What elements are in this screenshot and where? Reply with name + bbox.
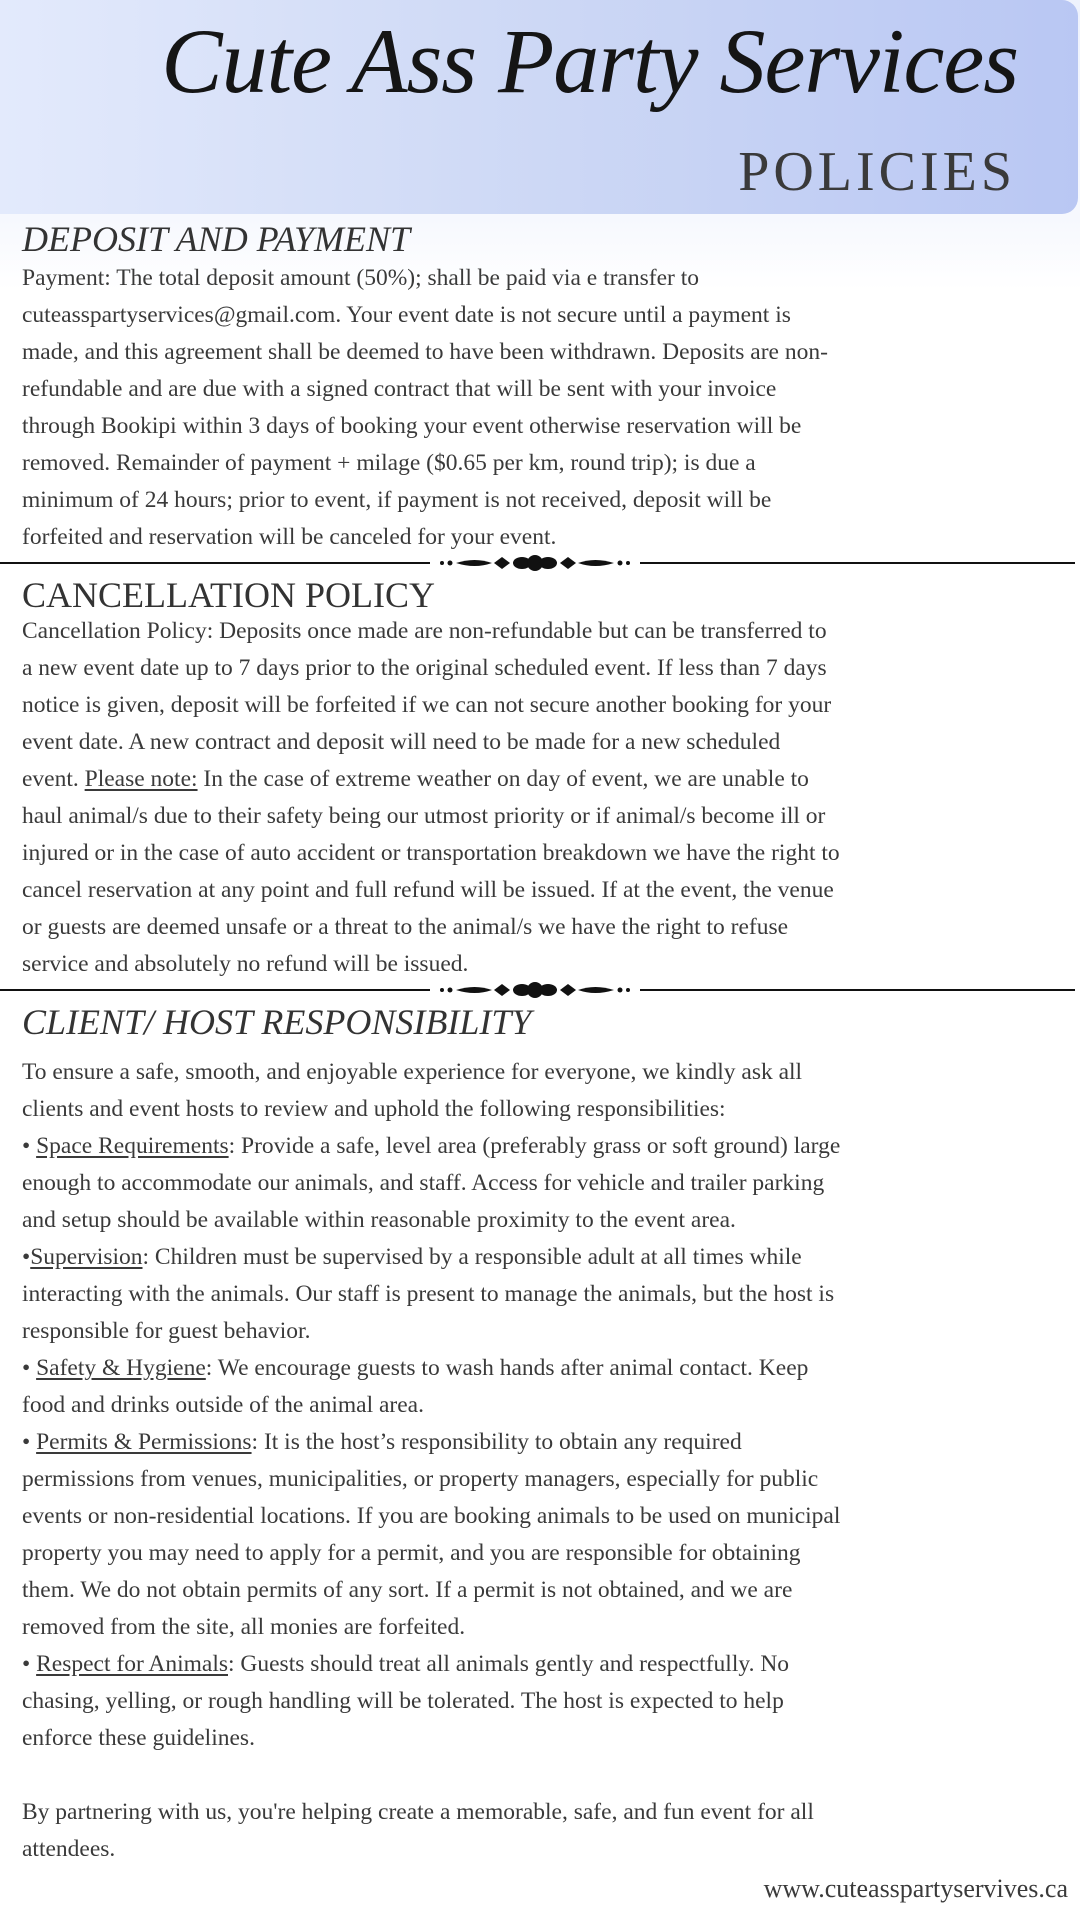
text-segment: or guests are deemed unsafe or a threat to the animal/s we have the right to refuse: [22, 914, 789, 940]
text-segment: •: [22, 1355, 37, 1381]
text-line: [22, 1387, 840, 1424]
text-segment: •: [22, 1133, 37, 1159]
text-segment: events or non-residential locations. If you are booking animals to be used on municipal: [22, 1503, 841, 1529]
text-line: [22, 260, 828, 297]
text-line: [22, 835, 840, 872]
underlined-term: Safety & Hygiene: [36, 1355, 206, 1381]
text-line: [22, 1424, 840, 1461]
text-line: [22, 1461, 840, 1498]
text-line: [22, 519, 828, 556]
text-segment: event date. A new contract and deposit will need to be made for a new scheduled: [22, 729, 781, 755]
text-segment: removed from the site, all monies are forfeited.: [22, 1614, 466, 1640]
text-segment: responsible for guest behavior.: [22, 1318, 311, 1344]
text-line: [22, 1683, 840, 1720]
text-line: [22, 1276, 840, 1313]
flourish-ornament-icon: [430, 979, 640, 1001]
text-segment: permissions from venues, municipalities, or property managers, especially for public: [22, 1466, 819, 1492]
text-segment: : We encourage guests to wash hands after animal contact. Keep: [205, 1355, 809, 1381]
section-heading-client-host: CLIENT/ HOST RESPONSIBILITY: [22, 1002, 532, 1042]
text-line: [22, 445, 828, 482]
text-line: [22, 1535, 840, 1572]
text-segment: enough to accommodate our animals, and staff. Access for vehicle and trailer parking: [22, 1170, 825, 1196]
text-segment: food and drinks outside of the animal area.: [22, 1392, 424, 1418]
text-segment: •: [22, 1651, 37, 1677]
text-segment: By partnering with us, you're helping create a memorable, safe, and fun event for all: [22, 1799, 814, 1825]
section-body-cancellation: [22, 613, 840, 983]
text-segment: property you may need to apply for a permit, and you are responsible for obtaining: [22, 1540, 801, 1566]
text-segment: : Guests should treat all animals gently and respectfully. No: [228, 1651, 790, 1677]
text-segment: cancel reservation at any point and full refund will be issued. If at the event, the venue: [22, 877, 834, 903]
text-segment: To ensure a safe, smooth, and enjoyable experience for everyone, we kindly ask all: [22, 1059, 803, 1085]
text-line: [22, 1313, 840, 1350]
text-line: [22, 371, 828, 408]
text-segment: : Children must be supervised by a responsible adult at all times while: [142, 1244, 802, 1270]
text-line: [22, 482, 828, 519]
text-line: [22, 1202, 840, 1239]
text-line: [22, 872, 840, 909]
section-body-deposit: [22, 260, 828, 556]
text-line: [22, 650, 840, 687]
text-line: [22, 1757, 840, 1794]
text-segment: Cancellation Policy: Deposits once made are non-refundable but can be transferred to: [22, 618, 827, 644]
section-heading-deposit: DEPOSIT AND PAYMENT: [22, 219, 411, 259]
text-segment: event.: [22, 766, 85, 792]
text-segment: forfeited and reservation will be canceled for your event.: [22, 524, 557, 550]
text-line: [22, 1165, 840, 1202]
text-segment: : Provide a safe, level area (preferably grass or soft ground) large: [228, 1133, 841, 1159]
text-line: [22, 1794, 840, 1831]
text-segment: clients and event hosts to review and uphold the following responsibilities:: [22, 1096, 726, 1122]
website-link[interactable]: www.cuteasspartyservives.ca: [763, 1874, 1068, 1903]
text-line: [22, 613, 840, 650]
text-line: [22, 1831, 840, 1868]
text-segment: enforce these guidelines.: [22, 1725, 255, 1751]
text-segment: : It is the host’s responsibility to obtain any required: [251, 1429, 742, 1455]
text-segment: minimum of 24 hours; prior to event, if payment is not received, deposit will be: [22, 487, 772, 513]
underlined-term: Supervision: [30, 1244, 143, 1270]
underlined-term: Space Requirements: [36, 1133, 229, 1159]
text-segment: •: [22, 1429, 37, 1455]
text-segment: Payment: The total deposit amount (50%); shall be paid via e transfer to: [22, 265, 699, 291]
section-heading-cancellation: CANCELLATION POLICY: [22, 575, 435, 615]
underlined-term: Respect for Animals: [36, 1651, 228, 1677]
text-segment: made, and this agreement shall be deemed to have been withdrawn. Deposits are non-: [22, 339, 828, 365]
brand-title-logo: Cute Ass Party Services: [161, 10, 1018, 112]
text-segment: refundable and are due with a signed contract that will be sent with your invoice: [22, 376, 777, 402]
text-line: [22, 1646, 840, 1683]
text-line: [22, 1350, 840, 1387]
text-line: [22, 1054, 840, 1091]
text-segment: •: [22, 1244, 31, 1270]
text-line: [22, 1091, 840, 1128]
text-line: [22, 946, 840, 983]
text-line: [22, 334, 828, 371]
flourish-ornament-icon: [430, 552, 640, 574]
text-segment: and setup should be available within reasonable proximity to the event area.: [22, 1207, 736, 1233]
text-line: [22, 761, 840, 798]
text-segment: removed. Remainder of payment + milage ($0.65 per km, round trip); is due a: [22, 450, 756, 476]
text-segment: interacting with the animals. Our staff is present to manage the animals, but the host is: [22, 1281, 835, 1307]
text-line: [22, 724, 840, 761]
text-line: [22, 1609, 840, 1646]
text-segment: haul animal/s due to their safety being our utmost priority or if animal/s become ill or: [22, 803, 826, 829]
text-line: [22, 408, 828, 445]
text-line: [22, 798, 840, 835]
text-segment: In the case of extreme weather on day of event, we are unable to: [197, 766, 809, 792]
text-segment: cuteasspartyservices@gmail.com. Your event date is not secure until a payment is: [22, 302, 791, 328]
text-line: [22, 297, 828, 334]
text-segment: notice is given, deposit will be forfeited if we can not secure another booking for your: [22, 692, 832, 718]
text-line: [22, 1239, 840, 1276]
text-segment: attendees.: [22, 1836, 116, 1862]
text-segment: them. We do not obtain permits of any sort. If a permit is not obtained, and we are: [22, 1577, 793, 1603]
text-line: [22, 1498, 840, 1535]
text-line: [22, 687, 840, 724]
text-line: [22, 1128, 840, 1165]
section-body-client-host: [22, 1054, 840, 1868]
text-segment: through Bookipi within 3 days of booking your event otherwise reservation will be: [22, 413, 802, 439]
underlined-term: Please note:: [84, 766, 198, 792]
text-segment: chasing, yelling, or rough handling will be tolerated. The host is expected to help: [22, 1688, 784, 1714]
header-banner: [0, 0, 1078, 214]
page-title: POLICIES: [738, 141, 1016, 203]
text-segment: injured or in the case of auto accident or transportation breakdown we have the right to: [22, 840, 840, 866]
ornamental-divider: [0, 552, 1075, 574]
underlined-term: Permits & Permissions: [36, 1429, 252, 1455]
text-line: [22, 909, 840, 946]
text-line: [22, 1572, 840, 1609]
text-line: [22, 1720, 840, 1757]
text-segment: a new event date up to 7 days prior to the original scheduled event. If less than 7 days: [22, 655, 827, 681]
text-segment: service and absolutely no refund will be issued.: [22, 951, 469, 977]
ornamental-divider: [0, 979, 1075, 1001]
